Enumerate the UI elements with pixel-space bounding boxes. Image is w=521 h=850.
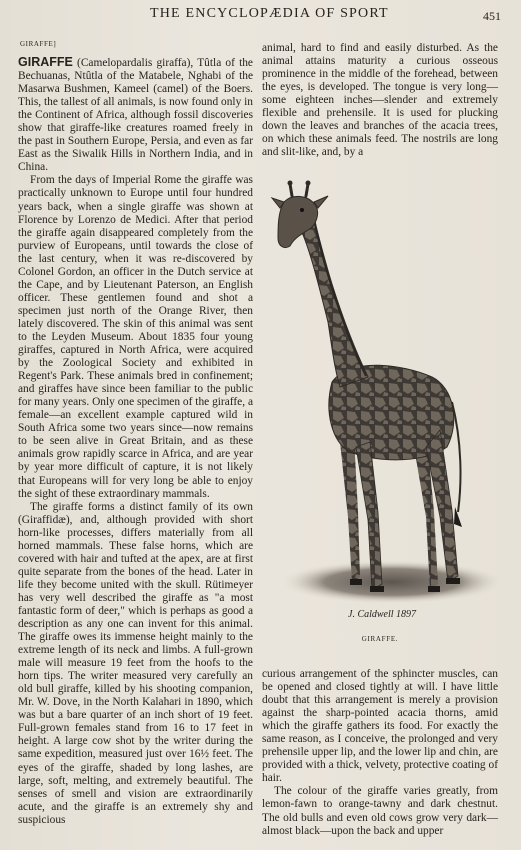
right-column-bottom bbox=[262, 668, 498, 838]
paragraph-continuation: animal, hard to find and easily disturbed. As the animal attains maturity a curious osseous prominence in the middle of the forehead, between the eyes, is developed. The tongue is very long—some eighteen inches—slender and extremely flexible and prehensile. It is used for plucking down the leaves and branches of the acacia trees, on which these animals feed. The nostrils are long and slit-like, and, by a bbox=[262, 42, 498, 159]
right-column-top bbox=[262, 42, 498, 159]
left-column bbox=[18, 56, 253, 827]
article-headword: GIRAFFE bbox=[18, 55, 73, 69]
paragraph-anatomy: The giraffe forms a distinct family of its own (Giraffidæ), and, although provided with short horn-like processes, differs materially from all horned mammals. These false horns, which are covered with hair and tufted at the apex, are at first quite separate from the bones of the head. Later in life they become united with the skull. Rütimeyer has very well described the giraffe as "a most fantastic form of deer," which is perhaps as good a description as any one can invent for this animal. The giraffe owes its immense height mainly to the extreme length of its neck and limbs. A full-grown male will measure 19 feet from the hoofs to the horn tips. The writer measured very carefully an old bull giraffe, killed by his shooting companion, Mr. W. Dove, in the North Kalahari in 1890, which was but a bare quarter of an inch short of 19 feet. Full-grown females stand from 16 to 17 feet in height. A large cow shot by the writer during the same expedition, measured just over 16½ feet. The eyes of the giraffe, shaded by long lashes, are large, soft, melting, and extremely beautiful. The senses of smell and vision are extraordinarily acute, and the giraffe is an extremely shy and suspicious bbox=[18, 500, 253, 826]
figure-caption: GIRAFFE. bbox=[361, 635, 399, 643]
paragraph-intro bbox=[18, 56, 253, 174]
paragraph-nostrils: curious arrangement of the sphincter muscles, can be opened and closed tightly at will. I have little doubt that this arrangement is merely a provision against the sharp-pointed acacia thorns, amid which the giraffe gathers its food. For exactly the same reason, as I conceive, the prolonged and very prehensile upper lip, and the lower lip and chin, are provided with a thick, velvety, protective coating of hair. bbox=[262, 668, 498, 785]
giraffe-illustration bbox=[262, 172, 498, 642]
paragraph-colour: The colour of the giraffe varies greatly, from lemon-fawn to orange-tawny and dark chestnut. The old bulls and even old cows grow very dark—almost black—upon the back and upper bbox=[262, 785, 498, 837]
section-tag: GIRAFFE] bbox=[20, 40, 57, 48]
giraffe-figure bbox=[262, 172, 498, 642]
running-title: THE ENCYCLOPÆDIA OF SPORT bbox=[150, 6, 389, 21]
artist-signature: J. Caldwell 1897 bbox=[348, 609, 417, 620]
page-header bbox=[0, 6, 521, 28]
page-number: 451 bbox=[483, 9, 501, 23]
paragraph-intro-text: (Camelopardalis giraffa), Tûtla of the Bechuanas, Ntûtla of the Matabele, Nghabi of the Masarwa Bushmen, Kameel (camel) of the Boers. This, the tallest of all animals, is now found only in the Continent of Africa, although fossil discoveries show that giraffe-like creatures roamed freely in the past in Southern Europe, Persia, and even as far East as the Siwalik Hills in Northern India, and in China. bbox=[18, 57, 253, 174]
ground-shadow bbox=[280, 560, 498, 604]
paragraph-history: From the days of Imperial Rome the giraffe was practically unknown to Europe until four hundred years back, when a single giraffe was shown at Florence by Lorenzo de Medici. After that period the giraffe again disappeared completely from the purview of Europeans, until towards the close of the last century, when it was re-discovered by Colonel Gordon, an officer in the Dutch service at the Cape, and by Lieutenant Paterson, an English officer. These gentlemen found and shot a specimen just north of the Orange River, then lately discovered. The skin of this animal was sent to the Leyden Museum. About 1835 four young giraffes, captured in North Africa, were acquired by the Zoological Society and exhibited in Regent's Park. These animals bred in confinement; and giraffes have since been familiar to the public for many years. Only one specimen of the giraffe, a female—an excellent example captured wild in South Africa some two years since—now remains to be seen alive in Great Britain, and as these animals grow rapidly scarce in Africa, and are year by year more difficult of capture, it is not likely that Europeans will for very long be able to enjoy the sight of these extraordinary mammals. bbox=[18, 174, 253, 500]
